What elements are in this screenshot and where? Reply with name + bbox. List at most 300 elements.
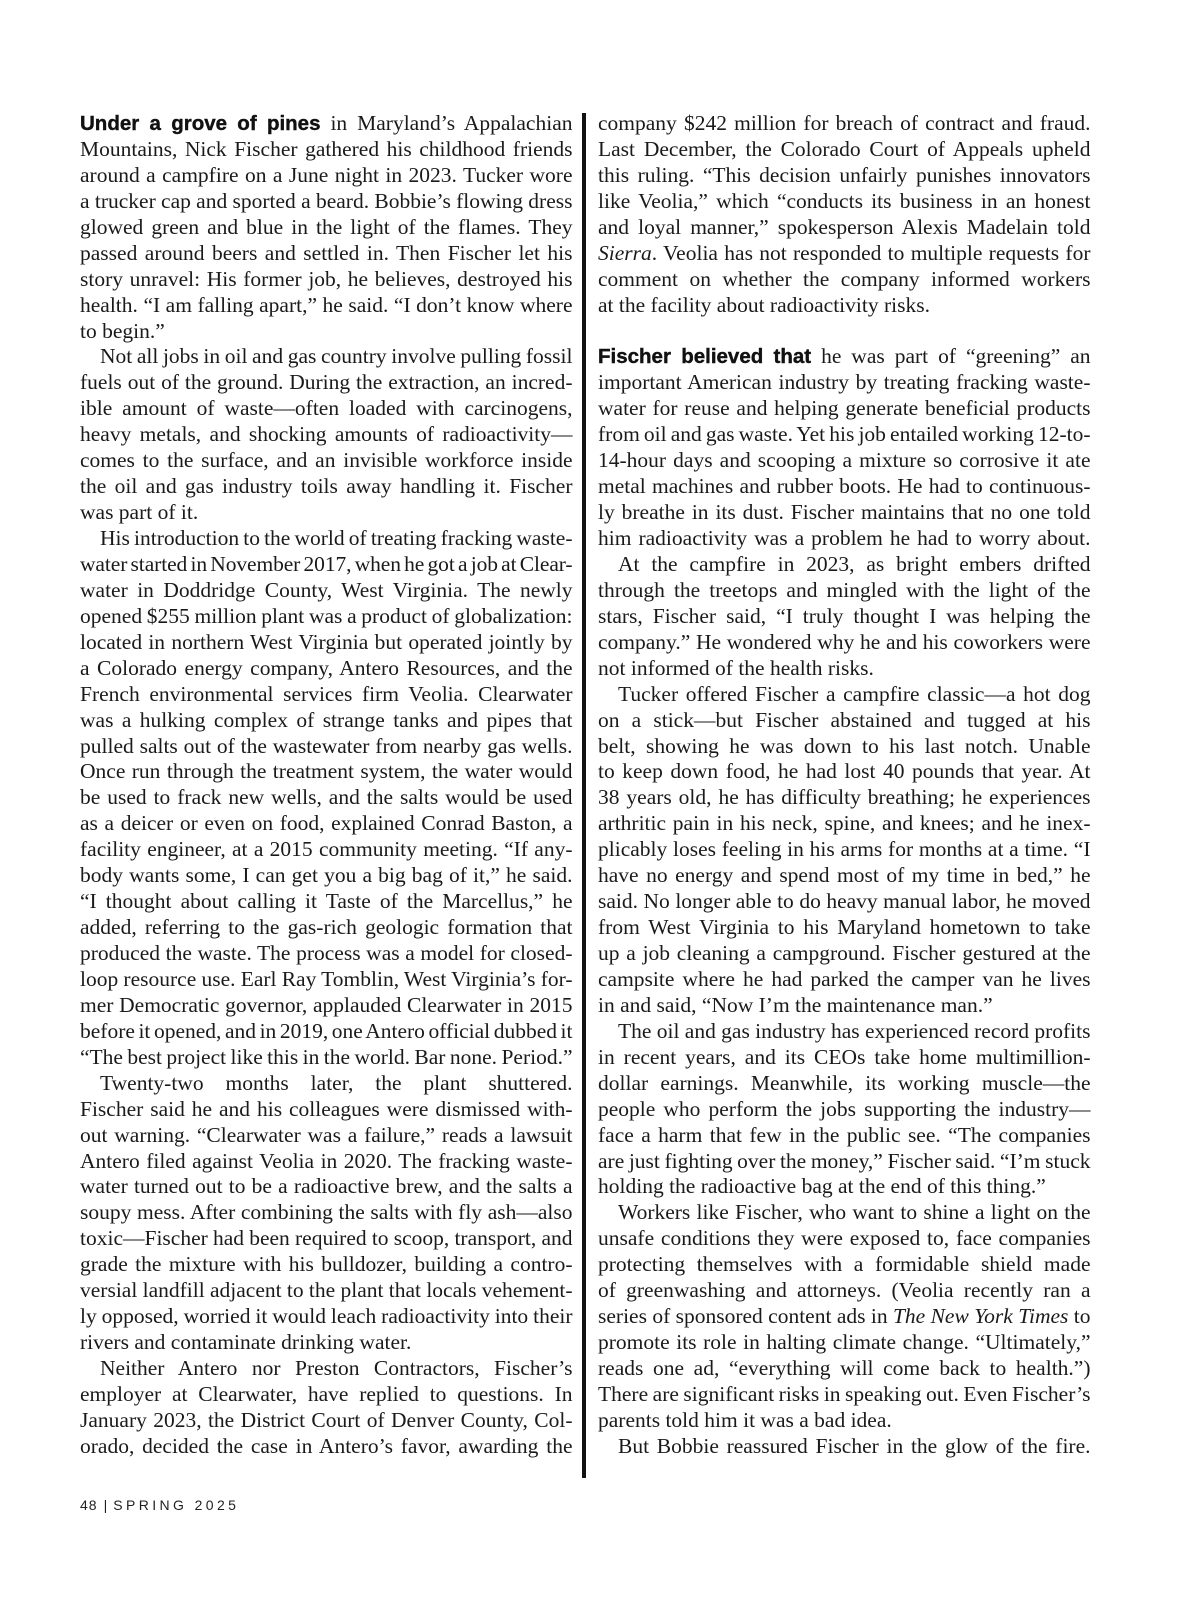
text-segment: campsite where he had parked the camper van he lives	[598, 966, 1091, 991]
text-line	[80, 293, 573, 319]
text-segment: Antero filed against Veolia in 2020. The fracking waste-	[80, 1148, 573, 1173]
line-text	[80, 215, 573, 239]
text-line	[598, 241, 1091, 267]
line-text	[598, 656, 874, 680]
text-segment: soupy mess. After combining the salts with fly ash—also	[80, 1200, 573, 1225]
text-line	[598, 1226, 1091, 1252]
text-segment: Tucker offered Fischer a campfire classic—a hot dog	[618, 681, 1091, 706]
text-segment: have no energy and spend most of my time in bed,” he	[598, 863, 1091, 888]
text-line	[80, 189, 573, 215]
text-line	[80, 656, 573, 682]
line-text	[80, 708, 573, 732]
line-text	[598, 422, 1091, 446]
line-text	[80, 863, 573, 887]
text-line	[598, 785, 1091, 811]
text-line	[80, 422, 573, 448]
text-segment: At the campfire in 2023, as bright embers drifted	[618, 551, 1091, 576]
text-line	[598, 682, 1091, 708]
text-line	[598, 215, 1091, 241]
text-segment: mer Democratic governor, applauded Clearwater in 2015	[80, 992, 573, 1017]
text-line	[598, 448, 1091, 474]
text-segment: Neither Antero nor Preston Contractors, Fischer’s	[100, 1356, 573, 1380]
text-segment: The oil and gas industry has experienced record profits	[618, 1018, 1091, 1043]
line-text	[598, 1278, 1091, 1302]
text-line	[598, 552, 1091, 578]
text-line	[598, 863, 1091, 889]
paragraph	[80, 1356, 573, 1460]
text-line	[598, 811, 1091, 837]
text-line	[598, 993, 1091, 1019]
text-line	[80, 1149, 573, 1175]
line-text	[598, 993, 993, 1017]
text-segment: His introduction to the world of treating fracking waste-	[100, 526, 573, 550]
text-segment: comment on whether the company informed workers	[598, 266, 1091, 291]
line-text	[80, 759, 573, 783]
line-text	[80, 889, 573, 913]
text-segment: company.” He wondered why he and his coworkers were	[598, 629, 1091, 654]
text-segment: series of sponsored content ads in	[598, 1304, 893, 1329]
text-line	[80, 578, 573, 604]
text-segment: comes to the surface, and an invisible workforce inside	[80, 448, 573, 473]
line-text	[598, 604, 1091, 628]
line-text	[598, 785, 1091, 809]
line-text	[80, 111, 573, 135]
text-segment: belt, showing he was down to his last notch. Unable	[598, 733, 1091, 758]
text-line	[80, 1045, 573, 1071]
text-segment: promote its role in halting climate change. “Ultimately,”	[598, 1330, 1091, 1355]
text-line	[80, 889, 573, 915]
text-segment: holding the radioactive bag at the end of this thing.”	[598, 1174, 1046, 1199]
text-line	[598, 967, 1091, 993]
text-segment: stars, Fischer said, “I truly thought I was helping the	[598, 603, 1091, 628]
text-segment: . Veolia has not responded to multiple requests for	[651, 240, 1091, 265]
line-text	[598, 1252, 1091, 1276]
text-segment: up a job cleaning a campground. Fischer gestured at the	[598, 941, 1091, 965]
line-text	[618, 1019, 1091, 1043]
text-segment: loop resource use. Earl Ray Tomblin, West Virginia’s for-	[80, 966, 573, 991]
text-segment: added, referring to the gas-rich geologic formation that	[80, 915, 573, 940]
text-line	[80, 500, 573, 526]
line-text	[598, 811, 1091, 835]
left-column	[80, 111, 573, 1460]
text-line	[80, 811, 573, 837]
text-segment: Once run through the treatment system, the water would	[80, 759, 573, 784]
line-text	[80, 941, 573, 965]
text-line	[80, 396, 573, 422]
text-line	[80, 370, 573, 396]
line-text	[80, 656, 573, 680]
text-line	[80, 1434, 573, 1460]
text-segment: But Bobbie reassured Fischer in the glow of the fire.	[618, 1433, 1091, 1458]
text-segment: French environmental services firm Veolia. Clearwater	[80, 681, 573, 706]
line-text	[598, 344, 1091, 368]
lead-in: Fischer believed that	[598, 345, 812, 369]
text-line	[598, 1149, 1091, 1175]
text-line	[80, 267, 573, 293]
line-text	[80, 1123, 573, 1147]
text-line	[80, 1123, 573, 1149]
text-line	[598, 734, 1091, 760]
text-line	[598, 708, 1091, 734]
line-text	[598, 1071, 1091, 1095]
text-line	[80, 785, 573, 811]
line-text	[80, 1330, 411, 1354]
text-line	[80, 1226, 573, 1252]
line-text	[80, 734, 573, 758]
text-segment: before it opened, and in 2019, one Antero official dubbed it	[80, 1018, 573, 1043]
text-line	[598, 889, 1091, 915]
text-line	[598, 604, 1091, 630]
line-text	[100, 1356, 573, 1380]
line-text	[80, 552, 573, 576]
line-text	[598, 1123, 1091, 1147]
line-text	[598, 863, 1091, 887]
text-line	[598, 915, 1091, 941]
text-segment: parents told him it was a bad idea.	[598, 1407, 892, 1432]
text-segment: a trucker cap and sported a beard. Bobbie’s flowing dress	[80, 188, 573, 213]
text-segment: 14-hour days and scooping a mixture so corrosive it ate	[598, 448, 1091, 473]
text-segment: located in northern West Virginia but operated jointly by	[80, 629, 573, 654]
line-text	[100, 1071, 573, 1095]
text-line	[598, 137, 1091, 163]
text-segment: There are significant risks in speaking out. Even Fischer’s	[598, 1381, 1091, 1406]
text-segment: grade the mixture with his bulldozer, building a contro-	[80, 1252, 573, 1277]
text-line	[598, 474, 1091, 500]
line-text	[598, 1045, 1091, 1069]
text-line	[80, 448, 573, 474]
text-line	[598, 1330, 1091, 1356]
text-segment: important American industry by treating fracking waste-	[598, 370, 1091, 395]
line-text	[80, 370, 573, 394]
line-text	[80, 1278, 573, 1302]
text-segment: at the facility about radioactivity risks.	[598, 292, 930, 317]
text-line	[598, 1382, 1091, 1408]
text-segment: “I thought about calling it Taste of the Marcellus,” he	[80, 889, 573, 914]
text-segment: arthritic pain in his neck, spine, and knees; and he inex-	[598, 811, 1091, 836]
line-text	[80, 396, 573, 420]
text-segment: from West Virginia to his Maryland hometown to take	[598, 915, 1091, 940]
text-line	[80, 1071, 573, 1097]
text-line	[80, 1174, 573, 1200]
line-text	[598, 111, 1091, 135]
text-line	[598, 344, 1091, 370]
line-text	[598, 1356, 1091, 1380]
line-text	[598, 215, 1091, 239]
paragraph	[80, 344, 573, 526]
line-text	[598, 915, 1091, 939]
text-segment: Twenty-two months later, the plant shuttered.	[100, 1070, 573, 1095]
line-text	[80, 811, 573, 835]
text-segment: was a hulking complex of strange tanks and pipes that	[80, 707, 573, 732]
line-text	[618, 682, 1091, 706]
line-text	[80, 163, 573, 187]
text-segment: orado, decided the case in Antero’s favor, awarding the	[80, 1433, 573, 1458]
paragraph	[80, 526, 573, 1071]
line-text	[80, 241, 573, 265]
line-text	[598, 734, 1091, 758]
text-segment: January 2023, the District Court of Denver County, Col-	[80, 1407, 573, 1432]
text-line	[598, 1174, 1091, 1200]
text-segment: the oil and gas industry toils away handling it. Fischer	[80, 474, 573, 499]
text-segment: story unravel: His former job, he believes, destroyed his	[80, 266, 573, 291]
text-line	[598, 837, 1091, 863]
line-text	[598, 1304, 1091, 1328]
line-text	[598, 708, 1091, 732]
text-segment: reads one ad, “everything will come back to health.”)	[598, 1356, 1091, 1380]
line-text	[598, 630, 1091, 654]
text-segment: this ruling. “This decision unfairly punishes innovators	[598, 162, 1091, 187]
line-text	[80, 967, 573, 991]
text-segment: him radioactivity was a problem he had to worry about.	[598, 526, 1091, 550]
text-segment: produced the waste. The process was a model for closed-	[80, 941, 573, 965]
text-segment: he was part of “greening” an	[821, 344, 1091, 369]
line-text	[80, 1226, 573, 1250]
line-text	[80, 1045, 573, 1069]
text-line	[80, 111, 573, 137]
paragraph	[598, 682, 1091, 1019]
text-line	[80, 1408, 573, 1434]
text-line	[80, 474, 573, 500]
line-text	[598, 137, 1091, 161]
text-segment: facility engineer, at a 2015 community meeting. “If any-	[80, 837, 573, 862]
text-segment: water started in November 2017, when he got a job at Clear-	[80, 551, 573, 576]
line-text	[598, 396, 1091, 420]
right-column	[598, 111, 1091, 1460]
text-line	[598, 267, 1091, 293]
line-text	[100, 526, 573, 550]
paragraph	[80, 1071, 573, 1356]
text-line	[598, 1434, 1091, 1460]
text-segment: from oil and gas waste. Yet his job entailed working 12-to-	[598, 422, 1091, 447]
text-line	[80, 319, 573, 345]
text-line	[598, 656, 1091, 682]
line-text	[80, 1408, 573, 1432]
line-text	[598, 578, 1091, 602]
text-segment: opened $255 million plant was a product of globalization:	[80, 603, 573, 628]
text-segment: in Maryland’s Appalachian	[330, 111, 573, 135]
text-segment: out warning. “Clearwater was a failure,” reads a lawsuit	[80, 1122, 573, 1147]
line-text	[80, 137, 573, 161]
text-line	[80, 241, 573, 267]
text-segment: protecting themselves with a formidable shield made	[598, 1252, 1091, 1277]
paragraph	[598, 552, 1091, 682]
text-segment: not informed of the health risks.	[598, 655, 874, 680]
line-text	[598, 759, 1091, 783]
line-text	[80, 474, 573, 498]
text-line	[598, 1252, 1091, 1278]
text-segment: Not all jobs in oil and gas country involve pulling fossil	[100, 344, 573, 369]
line-text	[80, 1149, 573, 1173]
text-line	[598, 578, 1091, 604]
line-text	[80, 267, 573, 291]
line-text	[598, 889, 1091, 913]
line-text	[80, 604, 573, 628]
line-text	[618, 552, 1091, 576]
page-number: 48	[80, 1497, 98, 1513]
page-footer	[80, 1496, 239, 1514]
text-segment: versial landfill adjacent to the plant that locals vehement-	[80, 1278, 573, 1303]
text-segment: to begin.”	[80, 318, 165, 343]
text-line	[80, 1019, 573, 1045]
text-segment: employer at Clearwater, have replied to questions. In	[80, 1381, 573, 1406]
line-text	[80, 785, 573, 809]
line-text	[80, 1304, 573, 1328]
text-segment: “The best project like this in the world. Bar none. Period.”	[80, 1044, 573, 1069]
text-segment: a Colorado energy company, Antero Resources, and the	[80, 655, 573, 680]
line-text	[80, 993, 573, 1017]
line-text	[598, 1174, 1046, 1198]
text-line	[598, 1200, 1091, 1226]
text-segment: to keep down food, he had lost 40 pounds that year. At	[598, 759, 1091, 784]
text-line	[598, 1356, 1091, 1382]
line-text	[598, 370, 1091, 394]
text-segment: Last December, the Colorado Court of Appeals upheld	[598, 136, 1091, 161]
text-segment: ible amount of waste—often loaded with carcinogens,	[80, 396, 573, 421]
text-segment: in recent years, and its CEOs take home multimillion-	[598, 1044, 1091, 1069]
line-text	[80, 189, 573, 213]
line-text	[598, 241, 1091, 265]
text-line	[598, 396, 1091, 422]
italic-title: Sierra	[598, 240, 652, 265]
text-segment: rivers and contaminate drinking water.	[80, 1330, 412, 1355]
text-segment: Fischer said he and his colleagues were dismissed with-	[80, 1096, 573, 1121]
line-text	[598, 1149, 1091, 1173]
line-text	[80, 837, 573, 861]
text-segment: glowed green and blue in the light of the flames. They	[80, 214, 573, 239]
text-segment: said. No longer able to do heavy manual labor, he moved	[598, 889, 1091, 914]
text-segment: water in Doddridge County, West Virginia. The newly	[80, 577, 573, 602]
text-line	[598, 1278, 1091, 1304]
text-line	[598, 1123, 1091, 1149]
line-text	[80, 422, 573, 446]
text-segment: water turned out to be a radioactive brew, and the salts a	[80, 1174, 573, 1199]
lead-in: Under a grove of pines	[80, 112, 321, 135]
line-text	[598, 448, 1091, 472]
line-text	[598, 1330, 1091, 1354]
line-text	[80, 319, 165, 343]
text-segment: people who perform the jobs supporting the industry—	[598, 1096, 1091, 1121]
line-text	[598, 1382, 1091, 1406]
text-line	[598, 422, 1091, 448]
text-line	[80, 993, 573, 1019]
line-text	[598, 1226, 1091, 1250]
text-segment: like Veolia,” which “conducts its business in an honest	[598, 188, 1091, 213]
line-text	[80, 915, 573, 939]
text-line	[598, 189, 1091, 215]
text-segment: as a deicer or even on food, explained Conrad Baston, a	[80, 811, 573, 836]
text-segment: ly opposed, worried it would leach radioactivity into their	[80, 1304, 573, 1329]
line-text	[598, 163, 1091, 187]
line-text	[80, 1200, 573, 1224]
text-line	[80, 1304, 573, 1330]
text-segment: to	[1068, 1304, 1091, 1329]
text-segment: of greenwashing and attorneys. (Veolia recently ran a	[598, 1278, 1091, 1303]
text-line	[80, 1330, 573, 1356]
text-line	[80, 137, 573, 163]
text-line	[80, 837, 573, 863]
issue-label: SPRING 2025	[113, 1497, 240, 1513]
line-text	[80, 1019, 573, 1043]
text-line	[598, 526, 1091, 552]
paragraph	[598, 1434, 1091, 1460]
line-text	[618, 1434, 1091, 1458]
text-line	[598, 500, 1091, 526]
text-segment: water for reuse and helping generate beneficial products	[598, 396, 1091, 421]
text-line	[80, 604, 573, 630]
line-text	[80, 578, 573, 602]
text-line	[80, 941, 573, 967]
text-segment: Mountains, Nick Fischer gathered his childhood friends	[80, 136, 573, 161]
text-line	[80, 1356, 573, 1382]
text-line	[80, 915, 573, 941]
text-line	[80, 1252, 573, 1278]
section-opening-paragraph	[598, 344, 1091, 552]
text-segment: ly breathe in its dust. Fischer maintains that no one told	[598, 500, 1091, 525]
text-line	[598, 1408, 1091, 1434]
text-line	[80, 863, 573, 889]
text-segment: pulled salts out of the wastewater from nearby gas wells.	[80, 733, 573, 758]
text-line	[80, 1382, 573, 1408]
text-segment: heavy metals, and shocking amounts of radioactivity—	[80, 422, 573, 447]
line-text	[618, 1200, 1091, 1224]
text-line	[598, 941, 1091, 967]
line-text	[598, 967, 1091, 991]
text-segment: fuels out of the ground. During the extraction, an incred-	[80, 370, 573, 395]
text-segment: dollar earnings. Meanwhile, its working muscle—the	[598, 1070, 1091, 1095]
text-segment: toxic—Fischer had been required to scoop, transport, and	[80, 1226, 573, 1251]
text-segment: unsafe conditions they were exposed to, face companies	[598, 1226, 1091, 1251]
text-line	[80, 759, 573, 785]
line-text	[598, 526, 1091, 550]
text-segment: passed around beers and settled in. Then Fischer let his	[80, 240, 573, 265]
text-line	[598, 1045, 1091, 1071]
line-text	[598, 837, 1091, 861]
text-segment: Workers like Fischer, who want to shine a light on the	[618, 1200, 1091, 1225]
line-text	[598, 189, 1091, 213]
text-segment: be used to frack new wells, and the salts would be used	[80, 785, 573, 810]
text-line	[80, 163, 573, 189]
line-text	[80, 682, 573, 706]
line-text	[80, 1252, 573, 1276]
line-text	[80, 1434, 573, 1458]
line-text	[80, 1097, 573, 1121]
line-text	[100, 344, 573, 368]
line-text	[80, 630, 573, 654]
line-text	[598, 1097, 1091, 1121]
text-line	[80, 734, 573, 760]
text-segment: on a stick—but Fischer abstained and tugged at his	[598, 707, 1091, 732]
line-text	[80, 293, 573, 317]
text-segment: metal machines and rubber boots. He had to continuous-	[598, 474, 1091, 499]
text-line	[598, 293, 1091, 319]
text-segment: are just fighting over the money,” Fischer said. “I’m stuck	[598, 1148, 1091, 1173]
italic-title: The New York Times	[892, 1304, 1069, 1329]
text-line	[598, 1071, 1091, 1097]
text-segment: company $242 million for breach of contract and fraud.	[598, 111, 1091, 135]
text-line	[598, 111, 1091, 137]
text-line	[598, 759, 1091, 785]
line-text	[598, 267, 1091, 291]
footer-separator: |	[103, 1497, 108, 1513]
text-line	[598, 370, 1091, 396]
line-text	[80, 1382, 573, 1406]
paragraph	[598, 1200, 1091, 1433]
text-line	[80, 344, 573, 370]
text-segment: in and said, “Now I’m the maintenance man.”	[598, 992, 993, 1017]
text-segment: was part of it.	[80, 500, 199, 525]
text-segment: plicably loses feeling in his arms for months at a time. “I	[598, 837, 1091, 862]
text-line	[80, 1097, 573, 1123]
